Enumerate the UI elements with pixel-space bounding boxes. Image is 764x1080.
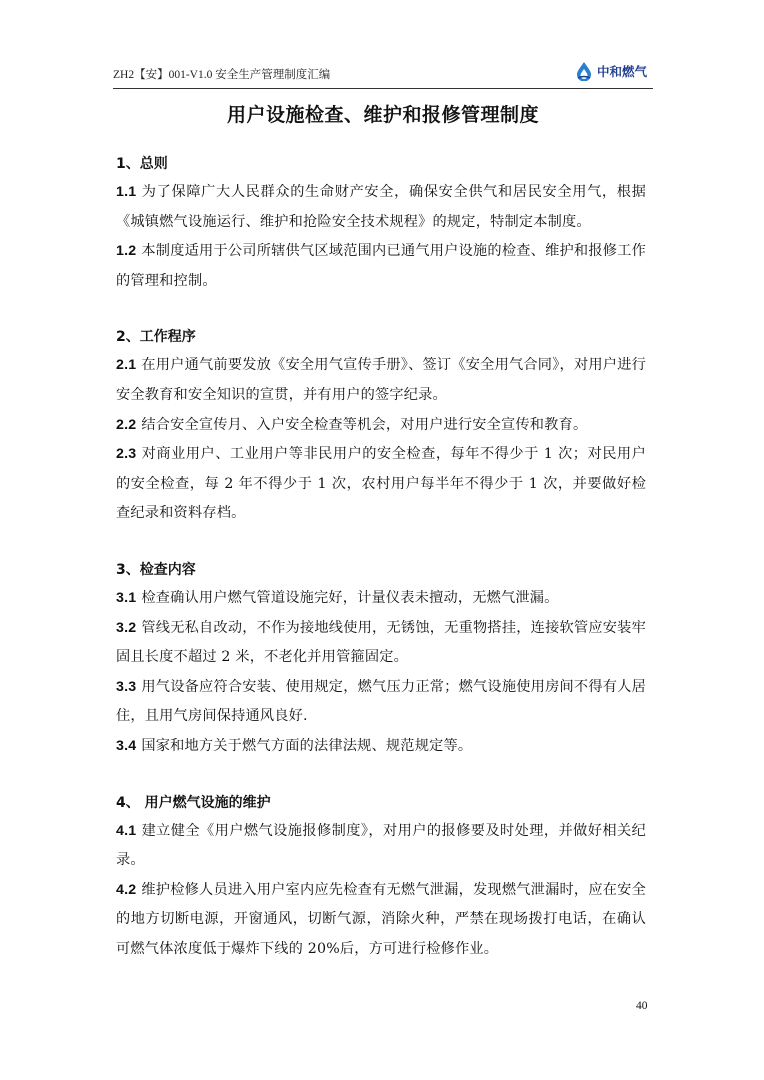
clause-number: 1.1 xyxy=(116,184,137,200)
clause-number: 2.3 xyxy=(116,446,137,463)
paragraph xyxy=(116,351,646,410)
paragraph xyxy=(116,732,646,762)
clause-number: 4.1 xyxy=(116,822,137,839)
clause-number: 2.1 xyxy=(116,357,137,374)
document-code: ZH2【安】001-V1.0 安全生产管理制度汇编 xyxy=(113,69,331,81)
paragraph xyxy=(116,584,646,614)
clause-text: 检查确认用户燃气管道设施完好，计量仪表未擅动，无燃气泄漏。 xyxy=(141,589,559,606)
clause-text: 维护检修人员进入用户室内应先检查有无燃气泄漏，发现燃气泄漏时，应在安全的地方切断电源，开窗通风，切断气源，消除火种，严禁在现场拨打电话，在确认可燃气体浓度低于爆炸下线的 20%后，方可进行检修作业。 xyxy=(116,881,646,957)
paragraph xyxy=(116,178,646,237)
clause-number: 2.2 xyxy=(116,416,137,433)
clause-text: 用气设备应符合安装、使用规定，燃气压力正常；燃气设施使用房间不得有人居住，且用气房间保持通风良好. xyxy=(116,678,646,725)
section-heading-inspection: 3、检查内容 xyxy=(116,561,196,578)
clause-text: 管线无私自改动，不作为接地线使用，无锈蚀，无重物搭挂，连接软管应安装牢固且长度不超过 2 米，不老化并用管箍固定。 xyxy=(116,619,646,666)
paragraph xyxy=(116,614,646,673)
clause-text: 为了保障广大人民群众的生命财产安全，确保安全供气和居民安全用气，根据《城镇燃气设施运行、维护和抢险安全技术规程》的规定，特制定本制度。 xyxy=(116,184,646,230)
paragraph xyxy=(116,440,646,529)
company-logo xyxy=(574,60,647,82)
section-heading-maintenance: 4、 用户燃气设施的维护 xyxy=(116,794,271,811)
paragraph xyxy=(116,411,646,441)
document-title: 用户设施检查、维护和报修管理制度 xyxy=(226,104,539,126)
page-number: 40 xyxy=(636,1000,648,1012)
paragraph xyxy=(116,876,646,965)
section-heading-general: 1、总则 xyxy=(116,156,168,172)
clause-number: 3.4 xyxy=(116,737,137,754)
section-heading-procedure: 2、工作程序 xyxy=(116,329,196,346)
paragraph xyxy=(116,817,646,876)
clause-number: 3.3 xyxy=(116,678,137,695)
clause-text: 结合安全宣传月、入户安全检查等机会，对用户进行安全宣传和教育。 xyxy=(141,416,588,433)
clause-text: 建立健全《用户燃气设施报修制度》，对用户的报修要及时处理，并做好相关纪录。 xyxy=(116,822,646,869)
clause-text: 在用户通气前要发放《安全用气宣传手册》、签订《安全用气合同》，对用户进行安全教育和安全知识的宣贯，并有用户的签字纪录。 xyxy=(116,357,646,403)
flame-drop-icon xyxy=(574,61,594,81)
paragraph xyxy=(116,237,646,296)
document-body xyxy=(116,150,646,964)
paragraph xyxy=(116,673,646,732)
clause-text: 本制度适用于公司所辖供气区域范围内已通气用户设施的检查、维护和报修工作的管理和控制。 xyxy=(116,243,646,289)
clause-number: 3.1 xyxy=(116,589,137,606)
clause-text: 对商业用户、工业用户等非民用户的安全检查，每年不得少于 1 次；对民用户的安全检查，每 2 年不得少于 1 次，农村用户每半年不得少于 1 次，并要做好检查纪录和资料存档。 xyxy=(116,446,646,522)
clause-number: 1.2 xyxy=(116,243,137,260)
clause-number: 3.2 xyxy=(116,619,137,636)
header-divider xyxy=(113,88,653,89)
clause-text: 国家和地方关于燃气方面的法律法规、规范规定等。 xyxy=(141,737,473,754)
page-header xyxy=(113,60,653,86)
logo-text: 中和燃气 xyxy=(596,64,647,79)
clause-number: 4.2 xyxy=(116,881,137,898)
